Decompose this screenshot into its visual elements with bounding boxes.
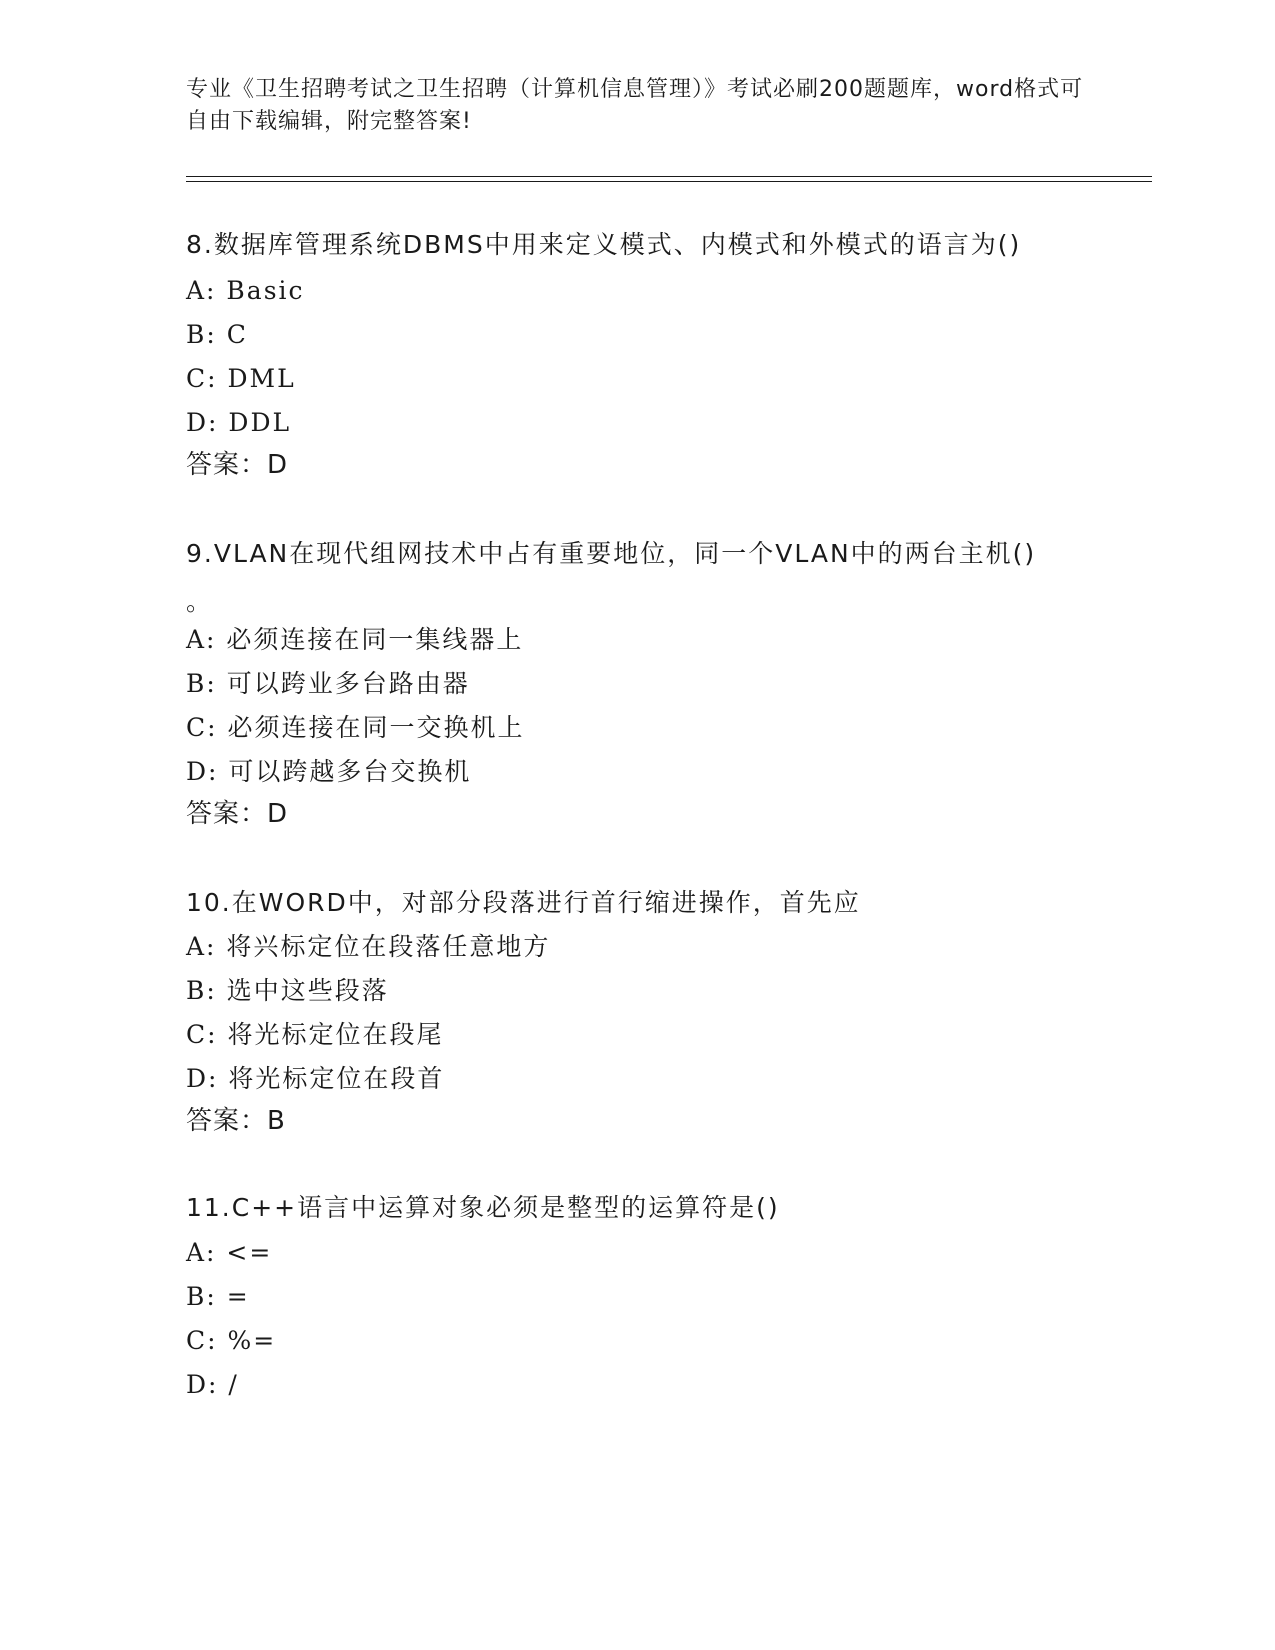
question-11-stem: 11.C++语言中运算对象必须是整型的运算符是() — [186, 1193, 780, 1222]
question-10-option-d: D: 将光标定位在段首 — [186, 1064, 445, 1093]
question-11-option-a: A: <= — [186, 1238, 273, 1267]
question-11-option-c: C: %= — [186, 1326, 277, 1355]
question-9-answer: 答案：D — [186, 799, 289, 829]
question-11-option-d: D: / — [186, 1370, 239, 1399]
question-10-option-c: C: 将光标定位在段尾 — [186, 1020, 444, 1049]
question-9-option-d: D: 可以跨越多台交换机 — [186, 757, 472, 786]
header-divider-top — [186, 176, 1152, 177]
question-9-stem: 9.VLAN在现代组网技术中占有重要地位，同一个VLAN中的两台主机() — [186, 539, 1037, 568]
question-10-option-b: B: 选中这些段落 — [186, 976, 389, 1005]
question-9-option-b: B: 可以跨业多台路由器 — [186, 669, 470, 698]
question-8-option-c: C: DML — [186, 364, 296, 393]
header-divider-bottom — [186, 181, 1152, 182]
document-header: 专业《卫生招聘考试之卫生招聘（计算机信息管理）》考试必刷200题题库，word格式可自由下载编辑，附完整答案! — [186, 77, 1084, 134]
question-8-option-a: A: Basic — [186, 276, 305, 305]
question-9-stem-continuation: 。 — [186, 587, 214, 616]
question-8-option-b: B: C — [186, 320, 248, 349]
question-10-stem: 10.在WORD中，对部分段落进行首行缩进操作，首先应 — [186, 888, 861, 917]
question-8-answer: 答案：D — [186, 450, 289, 480]
question-8-stem: 8.数据库管理系统DBMS中用来定义模式、内模式和外模式的语言为() — [186, 230, 1022, 259]
question-9-option-a: A: 必须连接在同一集线器上 — [186, 625, 524, 654]
question-10-answer: 答案：B — [186, 1106, 286, 1136]
question-9-option-c: C: 必须连接在同一交换机上 — [186, 713, 525, 742]
question-11-option-b: B: = — [186, 1282, 250, 1311]
question-8-option-d: D: DDL — [186, 408, 292, 437]
question-10-option-a: A: 将兴标定位在段落任意地方 — [186, 932, 551, 961]
